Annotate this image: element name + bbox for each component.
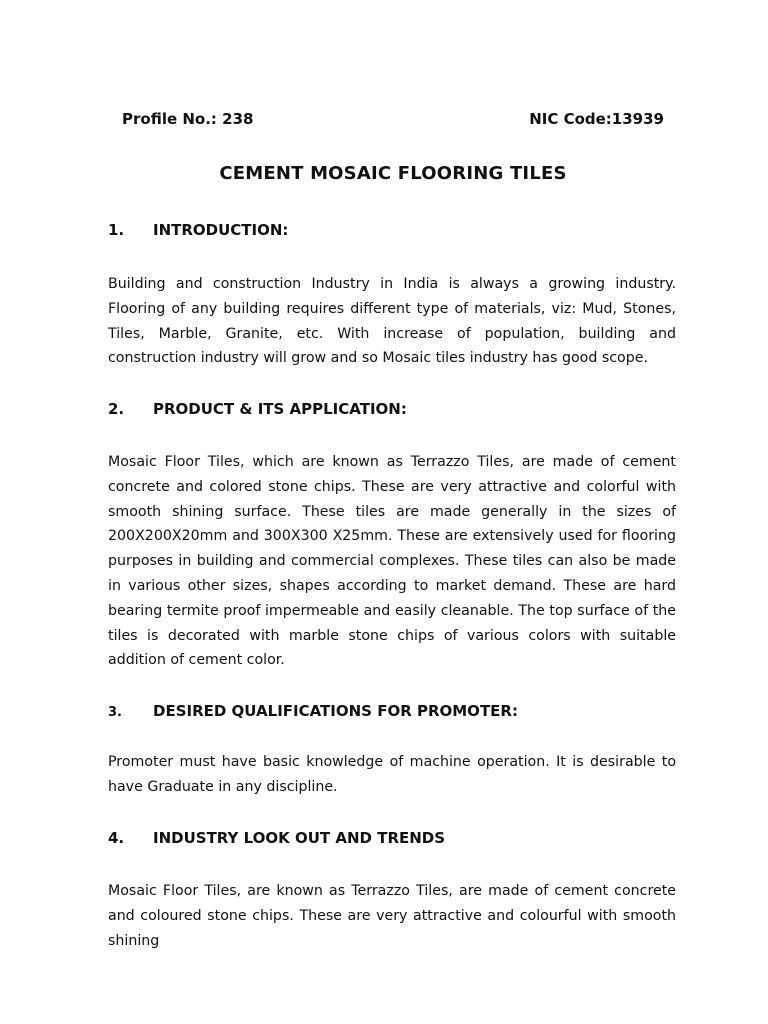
- section-heading-product-application: [108, 400, 407, 418]
- section-body-industry-trends: Mosaic Floor Tiles, are known as Terrazzo Tiles, are made of cement concrete and coloured stone chips. These are very attractive and colourful with smooth shining: [108, 883, 676, 949]
- section-number: 1.: [108, 221, 125, 239]
- section-title: DESIRED QUALIFICATIONS FOR PROMOTER:: [153, 702, 518, 720]
- section-number: 2.: [108, 400, 125, 418]
- section-heading-industry-trends: [108, 829, 445, 847]
- section-number: 3.: [108, 705, 122, 720]
- section-title: INDUSTRY LOOK OUT AND TRENDS: [153, 829, 446, 847]
- document-title: CEMENT MOSAIC FLOORING TILES: [219, 163, 567, 184]
- document-header: [122, 110, 664, 132]
- section-title: INTRODUCTION:: [153, 221, 289, 239]
- section-body-qualifications: Promoter must have basic knowledge of machine operation. It is desirable to have Graduate in any discipline.: [108, 754, 676, 795]
- section-heading-qualifications: [108, 702, 518, 720]
- section-title: PRODUCT & ITS APPLICATION:: [153, 400, 407, 418]
- section-body-product-application: Mosaic Floor Tiles, which are known as Terrazzo Tiles, are made of cement concrete and colored stone chips. These are very attractive and colorful with smooth shining surface. These tiles are made generally in the sizes of 200X200X20mm and 300X300 X25mm. These are extensively used for flooring purposes in building and commercial complexes. These tiles can also be made in various other sizes, shapes according to market demand. These are hard bearing termite proof impermeable and easily cleanable. The top surface of the tiles is decorated with marble stone chips of various colors with suitable addition of cement color.: [108, 454, 676, 669]
- profile-number: Profile No.: 238: [122, 110, 254, 128]
- section-number: 4.: [108, 829, 125, 847]
- section-heading-introduction: [108, 221, 288, 239]
- section-body-introduction: Building and construction Industry in India is always a growing industry. Flooring of any building requires different type of materials, viz: Mud, Stones, Tiles, Marble, Granite, etc. With increase of population, building and construction industry will grow and so Mosaic tiles industry has good scope.: [108, 276, 676, 367]
- nic-code: NIC Code:13939: [529, 110, 664, 128]
